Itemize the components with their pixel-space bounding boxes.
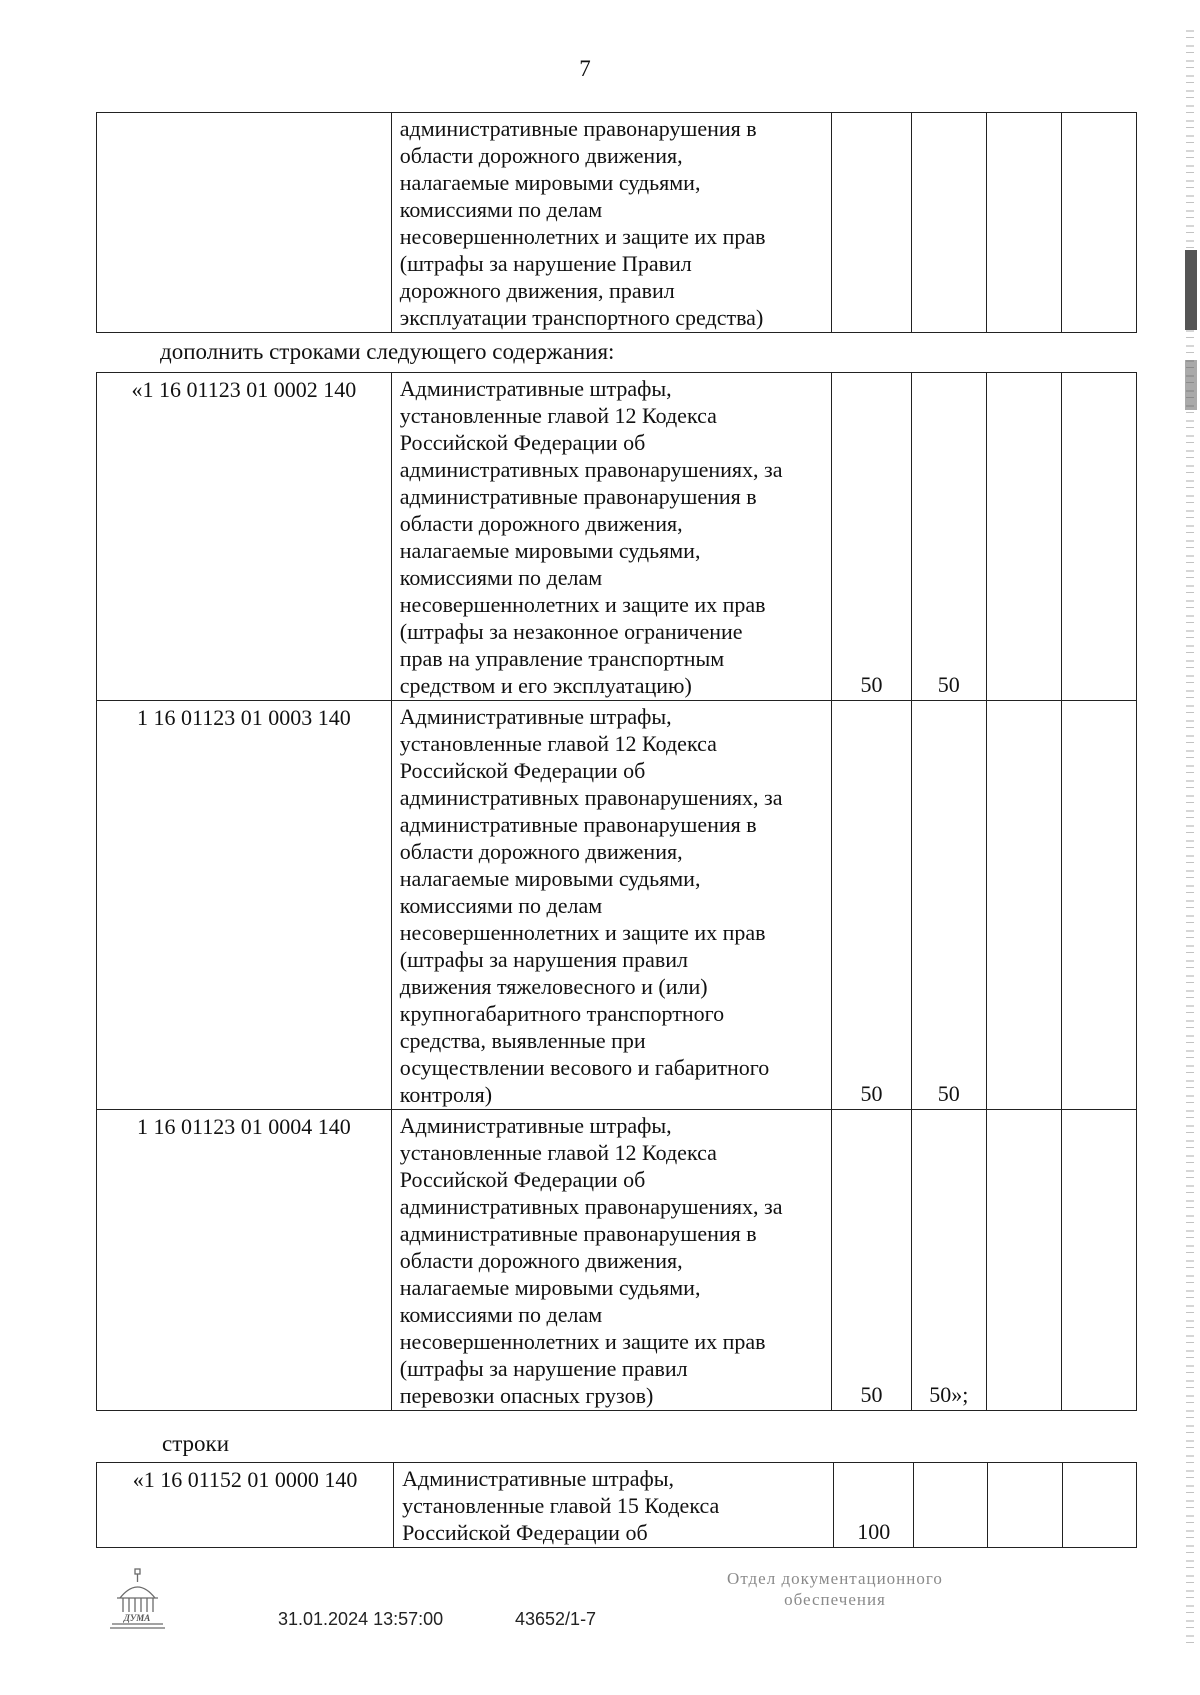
department-stamp [690,1568,980,1610]
description-line: налагаемые мировыми судьями, [399,170,701,195]
table-body [97,373,1137,1411]
footer-datetime: 31.01.2024 13:57:00 [278,1609,444,1629]
rate-cell [911,113,986,333]
rate-cell [1062,1463,1136,1548]
description-cell [391,1110,832,1411]
rate-cell: 50 [911,373,986,701]
kbk-code-cell: «1 16 01152 01 0000 140 [97,1463,394,1548]
rate-cell: 50 [832,373,911,701]
rate-cell: 50 [832,1110,911,1411]
description-line: административные правонарушения в [399,116,757,141]
rate-cell [986,113,1061,333]
table-row [97,373,1137,701]
description-line: административных правонарушениях, за [399,457,783,482]
rate-cell [914,1463,988,1548]
description-line: налагаемые мировыми судьями, [399,1275,701,1300]
description-line: области дорожного движения, [399,143,683,168]
description-line: Российской Федерации об [402,1520,648,1545]
description-line: Административные штрафы, [402,1466,675,1491]
description-line: осуществлении весового и габаритного [399,1055,770,1080]
description-line: (штрафы за нарушения правил [399,947,688,972]
table-row [97,113,1137,333]
kbk-code-cell: 1 16 01123 01 0004 140 [97,1110,392,1411]
table-rows-bottom [96,1462,1137,1548]
description-line: административные правонарушения в [399,1221,757,1246]
rate-cell [1061,701,1136,1110]
description-line: административные правонарушения в [399,484,757,509]
description-line: Административные штрафы, [399,376,672,401]
description-cell [391,701,832,1110]
description-line: Административные штрафы, [399,1113,672,1138]
table-row [97,1110,1137,1411]
description-line: административных правонарушениях, за [399,785,783,810]
rate-cell [986,1110,1061,1411]
description-line: административные правонарушения в [399,812,757,837]
description-line: несовершеннолетних и защите их прав [399,224,766,249]
description-line: комиссиями по делам [399,565,603,590]
department-line-2: обеспечения [784,1590,886,1609]
description-line: несовершеннолетних и защите их прав [399,920,766,945]
table-body [97,1463,1137,1548]
description-line: комиссиями по делам [399,893,603,918]
rate-cell [988,1463,1062,1548]
rate-cell [1061,113,1136,333]
rate-cell: 50»; [911,1110,986,1411]
description-line: налагаемые мировыми судьями, [399,538,701,563]
description-line: (штрафы за нарушение Правил [399,251,692,276]
rate-cell: 50 [832,701,911,1110]
duma-stamp-icon [108,1568,166,1630]
table-row [97,701,1137,1110]
rate-cell: 50 [911,701,986,1110]
caption-add-rows: дополнить строками следующего содержания: [160,339,615,364]
description-line: перевозки опасных грузов) [399,1383,654,1408]
rate-cell [832,113,911,333]
description-line: Российской Федерации об [399,1167,646,1192]
caption-rows: строки [162,1431,230,1456]
table-body [97,113,1137,333]
description-line: налагаемые мировыми судьями, [399,866,701,891]
description-line: установленные главой 12 Кодекса [399,731,717,756]
description-cell [391,373,832,701]
description-line: Российской Федерации об [399,430,646,455]
scan-edge-mark [1185,250,1197,330]
kbk-code-cell: 1 16 01123 01 0003 140 [97,701,392,1110]
description-line: прав на управление транспортным [399,646,725,671]
rate-cell [1061,373,1136,701]
description-line: дорожного движения, правил [399,278,675,303]
rate-cell [986,373,1061,701]
description-cell [394,1463,834,1548]
description-line: области дорожного движения, [399,839,683,864]
page-number: 7 [579,56,591,81]
description-line: комиссиями по делам [399,197,603,222]
kbk-code-cell: «1 16 01123 01 0002 140 [97,373,392,701]
description-line: несовершеннолетних и защите их прав [399,1329,766,1354]
description-line: области дорожного движения, [399,511,683,536]
scan-edge-mark [1185,360,1197,410]
rate-cell [1061,1110,1136,1411]
description-line: установленные главой 15 Кодекса [402,1493,720,1518]
description-line: (штрафы за нарушение правил [399,1356,688,1381]
description-line: контроля) [399,1082,493,1107]
description-line: Российской Федерации об [399,758,646,783]
description-line: Административные штрафы, [399,704,672,729]
description-cell [391,113,832,333]
description-line: эксплуатации транспортного средства) [399,305,764,330]
kbk-code-cell [97,113,392,333]
table-row [97,1463,1137,1548]
footer-doc-number: 43652/1-7 [515,1609,597,1629]
stamp-label: ДУМА [123,1613,151,1623]
description-line: несовершеннолетних и защите их прав [399,592,766,617]
description-line: установленные главой 12 Кодекса [399,403,717,428]
description-line: области дорожного движения, [399,1248,683,1273]
rate-cell: 100 [834,1463,914,1548]
description-line: комиссиями по делам [399,1302,603,1327]
description-line: средством и его эксплуатацию) [399,673,692,698]
rate-cell [986,701,1061,1110]
table-added-rows [96,372,1137,1411]
description-line: (штрафы за незаконное ограничение [399,619,743,644]
description-line: крупногабаритного транспортного [399,1001,725,1026]
department-line-1: Отдел документационного [727,1569,943,1588]
description-line: административных правонарушениях, за [399,1194,783,1219]
description-line: средства, выявленные при [399,1028,646,1053]
description-line: движения тяжеловесного и (или) [399,974,708,999]
description-line: установленные главой 12 Кодекса [399,1140,717,1165]
table-continuation [96,112,1137,333]
